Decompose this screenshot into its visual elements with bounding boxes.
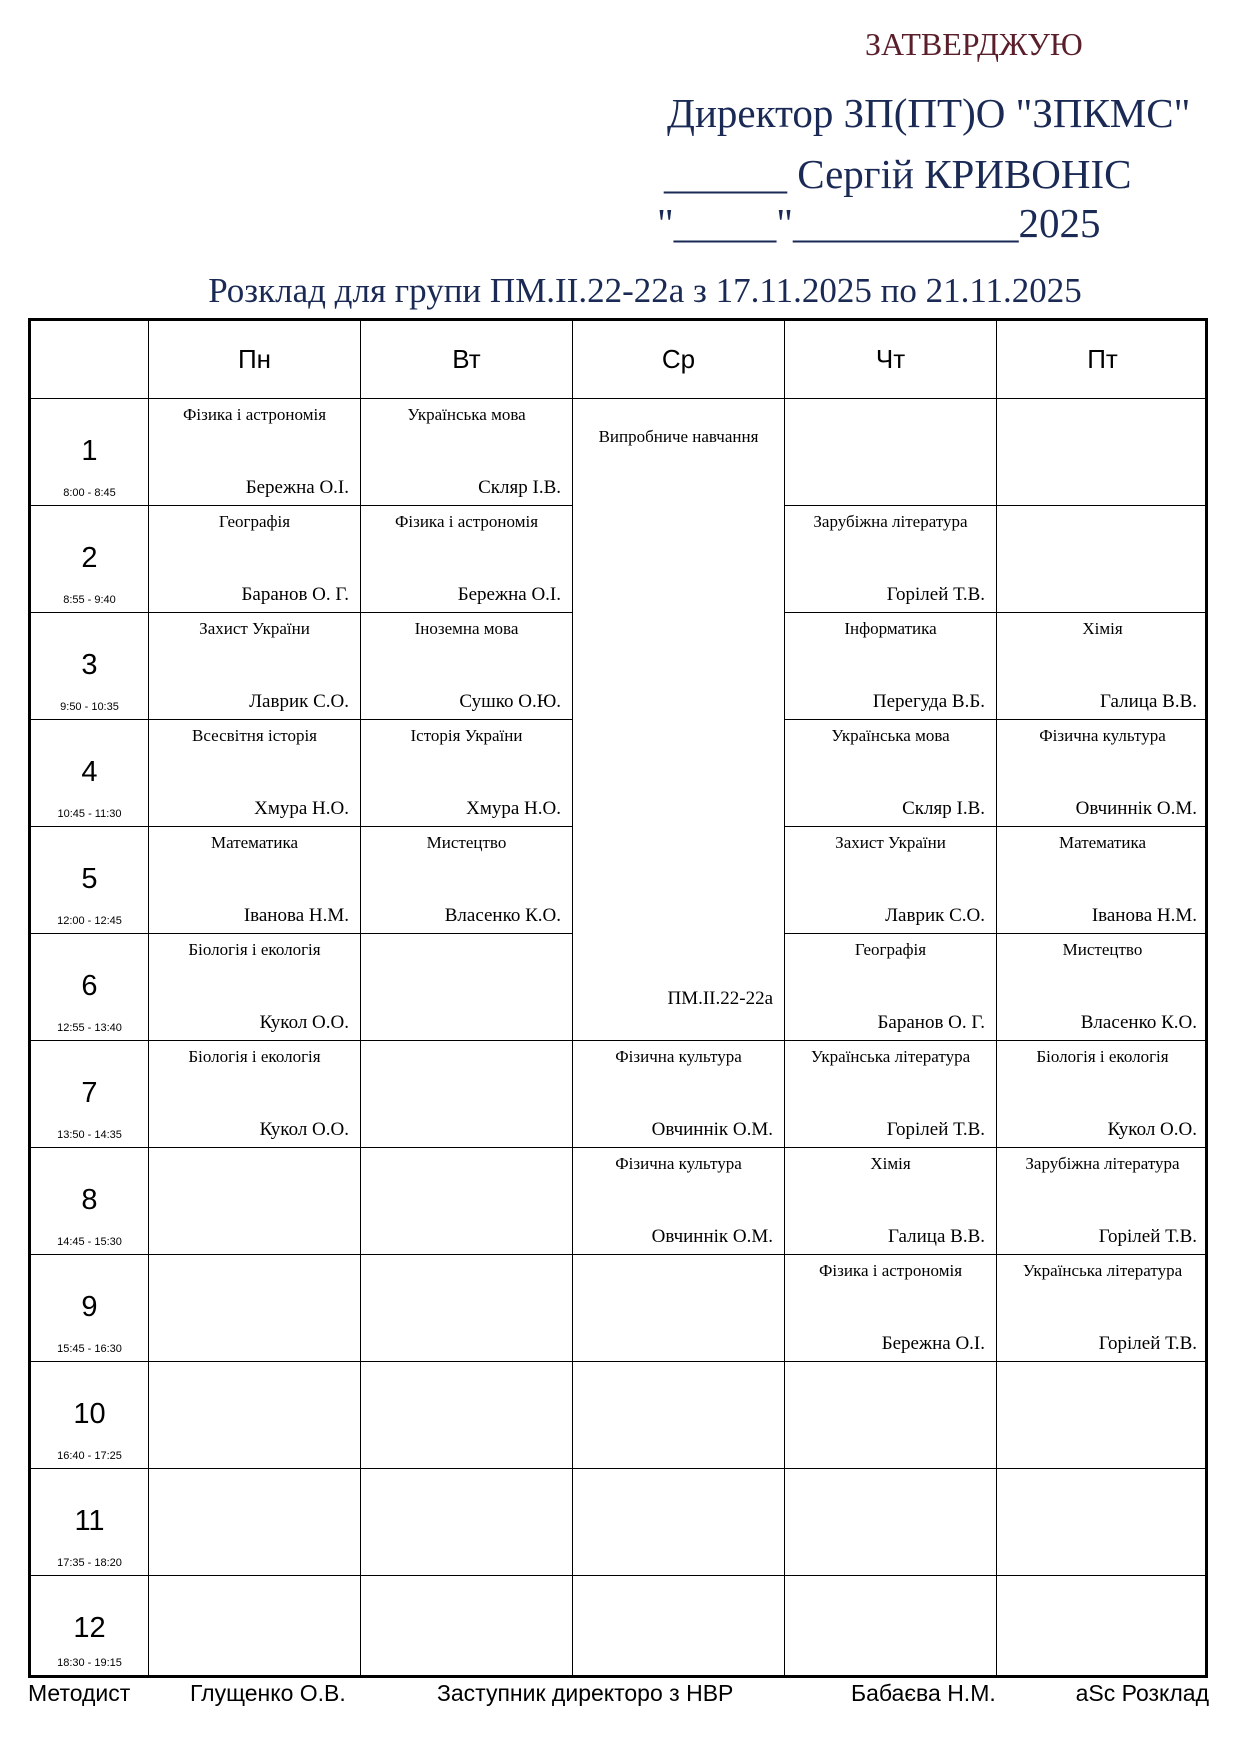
lesson-subject: Біологія і екологія (188, 1047, 321, 1066)
footer-role-methodist: Методист (28, 1680, 131, 1706)
lesson-cell (997, 613, 1208, 720)
period-cell (31, 720, 149, 827)
period-time: 12:00 - 12:45 (57, 915, 122, 927)
lesson-subject: Українська мова (407, 405, 526, 424)
lesson-cell (785, 1148, 997, 1255)
lesson-cell (573, 1041, 785, 1148)
empty-cell (361, 1148, 573, 1255)
lesson-teacher: Скляр І.В. (478, 477, 561, 498)
lesson-teacher: Сушко О.Ю. (459, 691, 561, 712)
empty-cell (997, 1469, 1208, 1576)
lesson-cell (997, 720, 1208, 827)
lesson-subject: Українська література (1022, 1261, 1183, 1280)
lesson-cell (573, 1148, 785, 1255)
empty-cell (997, 506, 1208, 613)
lesson-subject: Математика (1058, 833, 1147, 852)
lesson-cell (785, 1041, 997, 1148)
lesson-subject: Географія (218, 512, 291, 531)
lesson-teacher: Кукол О.О. (1107, 1119, 1197, 1140)
period-cell (31, 613, 149, 720)
period-time: 12:55 - 13:40 (57, 1022, 122, 1034)
day-header-wed: Ср (573, 321, 785, 399)
lesson-subject: Українська література (810, 1047, 971, 1066)
lesson-subject: Інформатика (844, 619, 937, 638)
period-number: 9 (81, 1291, 98, 1323)
lesson-teacher: Хмура Н.О. (254, 798, 349, 819)
lesson-teacher: Бережна О.І. (457, 584, 561, 605)
lesson-subject: Географія (854, 940, 927, 959)
lesson-cell (997, 934, 1208, 1041)
lesson-cell (785, 613, 997, 720)
period-time: 17:35 - 18:20 (57, 1557, 122, 1569)
lesson-teacher: Галица В.В. (888, 1226, 985, 1247)
lesson-cell (361, 613, 573, 720)
empty-cell (785, 1362, 997, 1469)
lesson-teacher: Бережна О.І. (245, 477, 349, 498)
schedule-title: Розклад для групи ПМ.ІІ.22-22а з 17.11.2025 по 21.11.2025 (208, 271, 1082, 310)
corner-cell (31, 321, 149, 399)
lesson-teacher: Горілей Т.В. (1098, 1333, 1197, 1354)
schedule-grid (28, 318, 1208, 1678)
lesson-subject: Фізична культура (615, 1154, 742, 1173)
period-time: 13:50 - 14:35 (57, 1129, 122, 1141)
lesson-subject: Захист України (835, 833, 946, 852)
footer (0, 1680, 1241, 1714)
day-header-tue: Вт (361, 321, 573, 399)
lesson-cell (149, 506, 361, 613)
lesson-teacher: Баранов О. Г. (877, 1012, 985, 1033)
lesson-cell (997, 827, 1208, 934)
lesson-cell (785, 827, 997, 934)
lesson-teacher: Іванова Н.М. (1091, 905, 1197, 926)
empty-cell (361, 1255, 573, 1362)
period-cell (31, 1255, 149, 1362)
lesson-teacher: Скляр І.В. (902, 798, 985, 819)
empty-cell (785, 399, 997, 506)
lesson-cell (997, 1255, 1208, 1362)
approval-director: Директор ЗП(ПТ)О "ЗПКМС" (667, 90, 1191, 136)
footer-role-deputy: Заступник директоро з НВР (437, 1680, 734, 1706)
period-cell (31, 827, 149, 934)
period-time: 8:55 - 9:40 (63, 594, 116, 606)
lesson-cell (149, 720, 361, 827)
lesson-teacher: Лаврик С.О. (885, 905, 985, 926)
lesson-subject: Біологія і екологія (1036, 1047, 1169, 1066)
empty-cell (361, 934, 573, 1041)
period-time: 18:30 - 19:15 (57, 1657, 122, 1669)
lesson-teacher: Бережна О.І. (881, 1333, 985, 1354)
empty-cell (149, 1362, 361, 1469)
period-number: 11 (74, 1505, 105, 1537)
empty-cell (997, 399, 1208, 506)
approval-title: ЗАТВЕРДЖУЮ (865, 26, 1083, 62)
lesson-teacher: Овчиннік О.М. (651, 1226, 773, 1247)
lesson-cell (361, 399, 573, 506)
footer-name-deputy: Бабаєва Н.М. (851, 1680, 996, 1706)
empty-cell (361, 1576, 573, 1675)
lesson-cell (149, 613, 361, 720)
lesson-subject: Зарубіжна література (1025, 1154, 1180, 1173)
empty-cell (361, 1362, 573, 1469)
approval-date-line: "_____"___________2025 (657, 200, 1101, 246)
lesson-teacher: Горілей Т.В. (886, 584, 985, 605)
lesson-subject: Фізика і астрономія (182, 405, 327, 424)
lesson-cell (149, 1041, 361, 1148)
lesson-teacher: Овчиннік О.М. (1075, 798, 1197, 819)
empty-cell (149, 1469, 361, 1576)
period-number: 5 (81, 863, 98, 895)
lesson-subject: Зарубіжна література (813, 512, 968, 531)
empty-cell (997, 1362, 1208, 1469)
lesson-subject: Мистецтво (1062, 940, 1143, 959)
lesson-teacher: Іванова Н.М. (243, 905, 349, 926)
period-cell (31, 1148, 149, 1255)
lesson-subject: Випробниче навчання (598, 427, 759, 446)
footer-brand: aSc Розклад (1075, 1680, 1209, 1706)
lesson-teacher: Горілей Т.В. (1098, 1226, 1197, 1247)
lesson-subject: Українська мова (831, 726, 950, 745)
lesson-cell (361, 827, 573, 934)
lesson-teacher: Кукол О.О. (259, 1012, 349, 1033)
lesson-subject: Захист України (199, 619, 310, 638)
lesson-cell (361, 720, 573, 827)
lesson-cell (361, 506, 573, 613)
period-number: 4 (81, 756, 98, 788)
day-header-fri: Пт (997, 321, 1208, 399)
empty-cell (785, 1469, 997, 1576)
lesson-teacher: Лаврик С.О. (249, 691, 349, 712)
period-number: 7 (81, 1077, 98, 1109)
empty-cell (361, 1469, 573, 1576)
period-cell (31, 1041, 149, 1148)
lesson-teacher: Горілей Т.В. (886, 1119, 985, 1140)
period-cell (31, 399, 149, 506)
lesson-subject: Хімія (870, 1154, 911, 1173)
empty-cell (997, 1576, 1208, 1675)
period-cell (31, 506, 149, 613)
lesson-cell (149, 827, 361, 934)
lesson-teacher: Кукол О.О. (259, 1119, 349, 1140)
empty-cell (573, 1576, 785, 1675)
period-number: 10 (73, 1398, 106, 1430)
period-number: 1 (81, 435, 98, 467)
period-number: 3 (81, 649, 98, 681)
period-time: 8:00 - 8:45 (63, 487, 116, 499)
period-cell (31, 1469, 149, 1576)
period-time: 14:45 - 15:30 (57, 1236, 122, 1248)
lesson-teacher: Галица В.В. (1100, 691, 1197, 712)
period-time: 10:45 - 11:30 (57, 808, 122, 820)
lesson-subject: Мистецтво (426, 833, 507, 852)
lesson-cell (785, 720, 997, 827)
lesson-teacher: Хмура Н.О. (466, 798, 561, 819)
lesson-cell (785, 934, 997, 1041)
day-header-mon: Пн (149, 321, 361, 399)
practical-training-block (573, 399, 785, 1041)
group-label: ПМ.ІІ.22-22а (667, 988, 773, 1009)
period-number: 12 (73, 1612, 106, 1644)
period-cell (31, 934, 149, 1041)
period-cell (31, 1576, 149, 1675)
lesson-subject: Біологія і екологія (188, 940, 321, 959)
period-cell (31, 1362, 149, 1469)
footer-name-methodist: Глущенко О.В. (190, 1680, 346, 1706)
lesson-subject: Історія України (410, 726, 523, 745)
empty-cell (785, 1576, 997, 1675)
period-time: 15:45 - 16:30 (57, 1343, 122, 1355)
lesson-subject: Всесвітня історія (192, 726, 317, 745)
period-time: 9:50 - 10:35 (60, 701, 119, 713)
empty-cell (149, 1255, 361, 1362)
lesson-cell (997, 1041, 1208, 1148)
lesson-cell (997, 1148, 1208, 1255)
empty-cell (573, 1362, 785, 1469)
empty-cell (573, 1469, 785, 1576)
lesson-subject: Хімія (1082, 619, 1123, 638)
lesson-cell (785, 1255, 997, 1362)
lesson-subject: Математика (210, 833, 299, 852)
period-number: 8 (81, 1184, 98, 1216)
lesson-subject: Фізика і астрономія (394, 512, 539, 531)
lesson-cell (785, 506, 997, 613)
empty-cell (149, 1576, 361, 1675)
lesson-cell (149, 399, 361, 506)
lesson-teacher: Власенко К.О. (1080, 1012, 1197, 1033)
period-number: 6 (81, 970, 98, 1002)
empty-cell (573, 1255, 785, 1362)
lesson-teacher: Перегуда В.Б. (872, 691, 985, 712)
lesson-subject: Фізична культура (615, 1047, 742, 1066)
lesson-teacher: Овчиннік О.М. (651, 1119, 773, 1140)
approval-name-line: ______ Сергій КРИВОНІС (664, 151, 1132, 197)
day-header-thu: Чт (785, 321, 997, 399)
lesson-teacher: Баранов О. Г. (241, 584, 349, 605)
lesson-subject: Фізика і астрономія (818, 1261, 963, 1280)
lesson-cell (149, 934, 361, 1041)
empty-cell (149, 1148, 361, 1255)
period-time: 16:40 - 17:25 (57, 1450, 122, 1462)
lesson-subject: Іноземна мова (414, 619, 519, 638)
lesson-subject: Фізична культура (1039, 726, 1166, 745)
empty-cell (361, 1041, 573, 1148)
period-number: 2 (81, 542, 98, 574)
lesson-teacher: Власенко К.О. (444, 905, 561, 926)
